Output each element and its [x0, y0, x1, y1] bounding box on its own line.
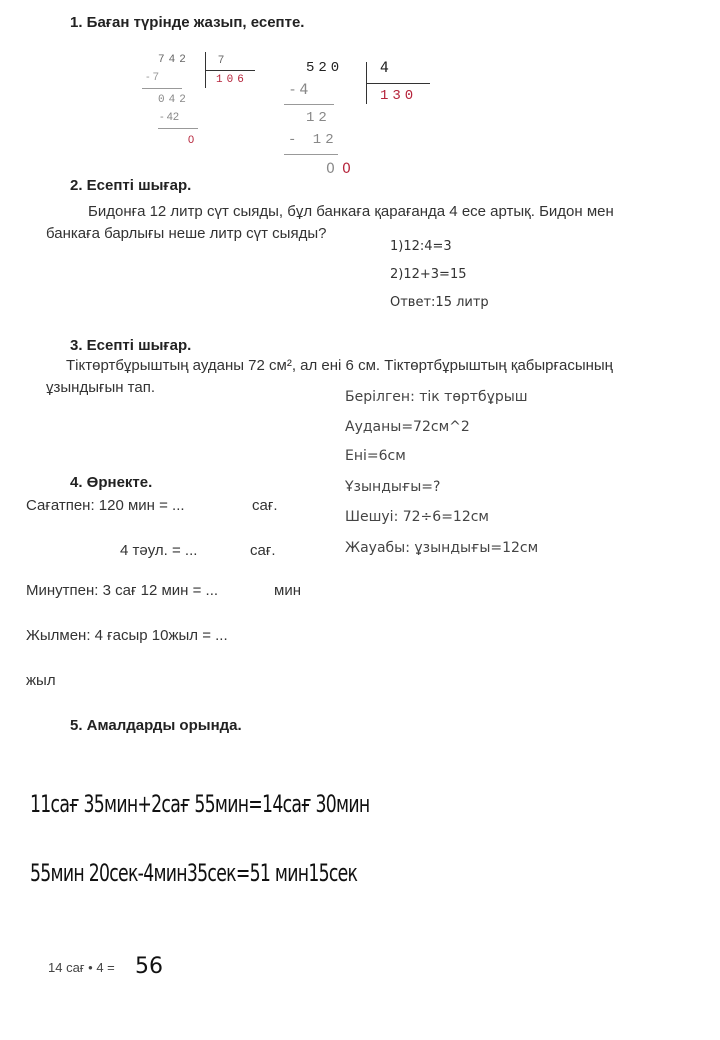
task1-heading: 1. Баған түрінде жазып, есепте.	[70, 14, 305, 31]
div1-quotient: 106	[216, 74, 248, 86]
task5-line2: 55мин 20сек-4мин35сек=51 мин15сек	[30, 859, 358, 887]
task2-answer-2: 2)12+3=15	[390, 267, 467, 282]
task3-heading: 3. Есепті шығар.	[70, 337, 192, 354]
task4-heading: 4. Өрнекте.	[70, 474, 153, 491]
div2-quotient: 130	[380, 88, 418, 104]
task4-row1-label: Сағатпен: 120 мин = ...	[26, 497, 185, 514]
div1-sub2: - 42	[160, 111, 179, 123]
task3-answer-5: Шешуі: 72÷6=12см	[345, 509, 489, 525]
task3-answer-1: Берілген: тік төртбұрыш	[345, 389, 528, 405]
task3-answer-4: Ұзындығы=?	[345, 479, 441, 495]
div1-divisor: 7	[218, 54, 225, 66]
div1-rem1: 042	[158, 94, 190, 106]
div2-dividend: 520	[306, 60, 344, 76]
task3-text-line2: ұзындығын тап.	[46, 379, 156, 396]
div1-dividend: 742	[158, 54, 190, 66]
div2-rem1: 12	[306, 110, 331, 126]
task5-line1: 11сағ 35мин+2сағ 55мин=14сағ 30мин	[30, 790, 370, 818]
task4-row4-label: Жылмен: 4 ғасыр 10жыл = ...	[26, 627, 228, 644]
task4-row2-unit: сағ.	[250, 542, 276, 559]
task5-line3-print: 14 сағ • 4 =	[48, 960, 115, 975]
task2-text-line1: Бидонға 12 литр сүт сыяды, бұл банкаға қарағанда 4 есе артық. Бидон мен	[88, 203, 614, 220]
task4-row3-label: Минутпен: 3 сағ 12 мин = ...	[26, 582, 219, 599]
task2-answer-1: 1)12:4=3	[390, 239, 452, 254]
task4-row3-unit: мин	[274, 582, 301, 599]
div2-divisor: 4	[380, 60, 389, 76]
div2-sub1: - 4	[290, 82, 309, 98]
task5-line3-answer: 56	[135, 954, 163, 979]
task2-heading: 2. Есепті шығар.	[70, 177, 192, 194]
task3-answer-3: Ені=6см	[345, 448, 406, 464]
div1-remainder: 0	[188, 134, 195, 146]
div1-sub1: - 7	[146, 71, 159, 83]
div2-remainder-a: 0	[326, 161, 335, 177]
task4-row4-unit: жыл	[26, 672, 56, 689]
div2-remainder-b: 0	[342, 161, 351, 177]
task2-text-line2: банкаға барлығы неше литр сүт сыяды?	[46, 225, 327, 242]
task2-answer-3: Ответ:15 литр	[390, 295, 489, 310]
task3-answer-2: Ауданы=72см^2	[345, 419, 470, 435]
task4-row2-label: 4 тәул. = ...	[120, 542, 198, 559]
task5-heading: 5. Амалдарды орында.	[70, 717, 242, 734]
task3-text-line1: Тіктөртбұрыштың ауданы 72 см², ал ені 6 см. Тіктөртбұрыштың қабырғасының	[66, 357, 613, 374]
task4-row1-unit: сағ.	[252, 497, 278, 514]
task3-answer-6: Жауабы: ұзындығы=12см	[345, 540, 539, 556]
div2-sub2: - 12	[288, 132, 338, 148]
